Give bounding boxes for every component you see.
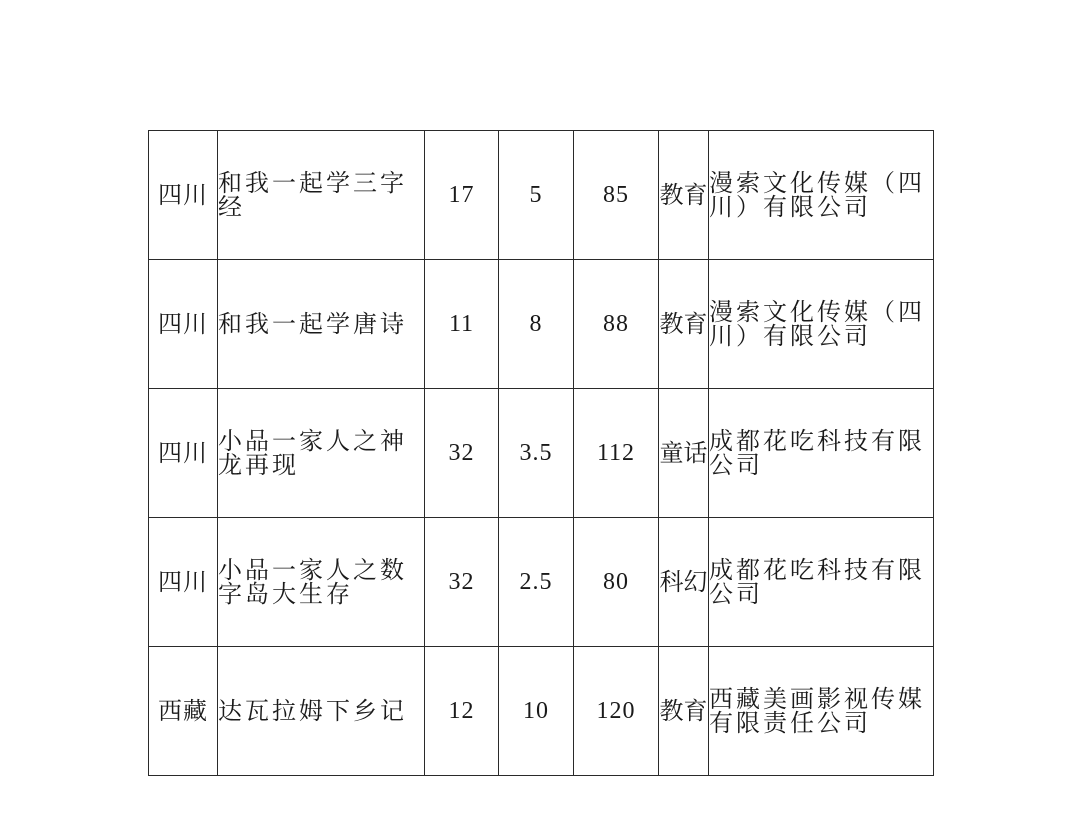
genre-cell: 教育: [659, 647, 709, 776]
episodes-cell: 12: [425, 647, 499, 776]
province-cell: 四川: [149, 131, 218, 260]
total-cell: 85: [574, 131, 659, 260]
genre-cell: 童话: [659, 389, 709, 518]
duration-cell: 5: [499, 131, 574, 260]
episodes-cell: 32: [425, 518, 499, 647]
company-cell: 西藏美画影视传媒有限责任公司: [709, 647, 934, 776]
total-cell: 120: [574, 647, 659, 776]
episodes-cell: 17: [425, 131, 499, 260]
genre-cell: 教育: [659, 260, 709, 389]
duration-cell: 10: [499, 647, 574, 776]
duration-cell: 8: [499, 260, 574, 389]
province-cell: 四川: [149, 518, 218, 647]
genre-cell: 教育: [659, 131, 709, 260]
province-cell: 西藏: [149, 647, 218, 776]
company-cell: 漫索文化传媒（四川）有限公司: [709, 131, 934, 260]
company-cell: 漫索文化传媒（四川）有限公司: [709, 260, 934, 389]
company-cell: 成都花吃科技有限公司: [709, 518, 934, 647]
table-row: [149, 389, 934, 518]
duration-cell: 3.5: [499, 389, 574, 518]
episodes-cell: 32: [425, 389, 499, 518]
table-row: [149, 260, 934, 389]
table-row: [149, 131, 934, 260]
title-cell: 小品一家人之数字岛大生存: [218, 518, 425, 647]
company-cell: 成都花吃科技有限公司: [709, 389, 934, 518]
title-cell: 达瓦拉姆下乡记: [218, 647, 425, 776]
title-cell: 和我一起学唐诗: [218, 260, 425, 389]
duration-cell: 2.5: [499, 518, 574, 647]
table-row: [149, 518, 934, 647]
episodes-cell: 11: [425, 260, 499, 389]
province-cell: 四川: [149, 260, 218, 389]
total-cell: 112: [574, 389, 659, 518]
total-cell: 80: [574, 518, 659, 647]
program-table: [148, 130, 934, 776]
table-row: [149, 647, 934, 776]
total-cell: 88: [574, 260, 659, 389]
genre-cell: 科幻: [659, 518, 709, 647]
province-cell: 四川: [149, 389, 218, 518]
title-cell: 和我一起学三字经: [218, 131, 425, 260]
title-cell: 小品一家人之神龙再现: [218, 389, 425, 518]
